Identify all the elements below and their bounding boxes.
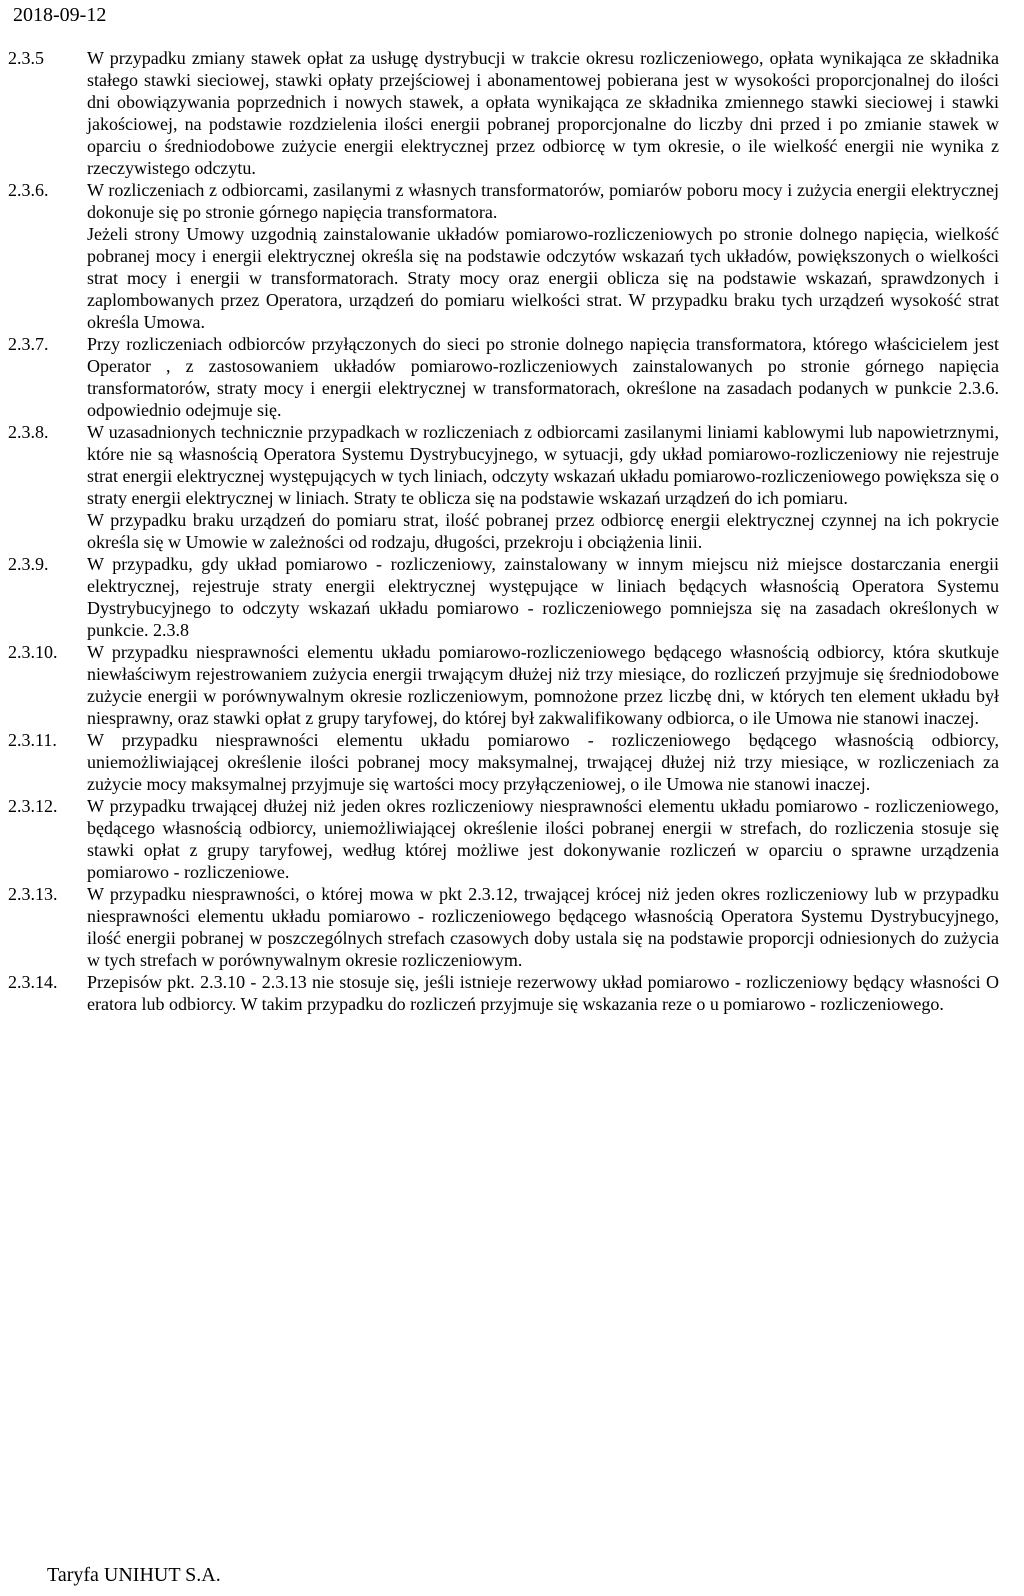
section-item: [0, 641, 1024, 729]
section-paragraph: W rozliczeniach z odbiorcami, zasilanymi z własnych transformatorów, pomiarów poboru mocy i zużycia energii elektrycznej dokonuje się po stronie górnego napięcia transformatora.: [87, 180, 999, 222]
section-number: 2.3.8.: [8, 422, 49, 442]
section-item: [0, 179, 1024, 333]
section-paragraph: Przy rozliczeniach odbiorców przyłączonych do sieci po stronie dolnego napięcia transformatora, którego właścicielem jest Operator , z zastosowaniem układów pomiarowo-rozliczeniowych zainstalowanych po stronie górnego napięcia transformatorów, straty mocy i energii elektrycznej w transformatorach, określone na zasadach podanych w punkcie 2.3.6. odpowiednio odejmuje się.: [87, 334, 999, 420]
section-body: [87, 179, 999, 333]
section-item: [0, 47, 1024, 179]
section-body: [87, 883, 999, 971]
section-body: [87, 421, 999, 553]
section-paragraph: W przypadku braku urządzeń do pomiaru strat, ilość pobranej przez odbiorcę energii elektrycznej czynnej na ich pokrycie określa się w Umowie w zależności od rodzaju, długości, przekroju i obciążenia linii.: [87, 510, 999, 552]
section-item: [0, 553, 1024, 641]
sections-list: [0, 47, 1024, 1015]
section-body: [87, 971, 999, 1015]
section-paragraph: W uzasadnionych technicznie przypadkach w rozliczeniach z odbiorcami zasilanymi liniami kablowymi lub napowietrznymi, które nie są własnością Operatora Systemu Dystrybucyjnego, w sytuacji, gdy układ pomiarowo-rozliczeniowy nie rejestruje strat energii elektrycznej występujących w tych liniach, odczyty wskazań układu pomiarowo-rozliczeniowego powiększa się o straty energii elektrycznej w liniach. Straty te oblicza się na podstawie wskazań urządzeń do ich pomiaru.: [87, 422, 999, 508]
section-item: [0, 333, 1024, 421]
section-paragraph: Jeżeli strony Umowy uzgodnią zainstalowanie układów pomiarowo-rozliczeniowych po stronie dolnego napięcia, wielkość pobranej mocy i energii elektrycznej określa się na podstawie odczytów wskazań tych układów, powiększonych o wielkości strat mocy i energii w transformatorach. Straty mocy oraz energii oblicza się na podstawie wskazań, sprawdzonych i zaplombowanych przez Operatora, urządzeń do pomiaru wielkości strat. W przypadku braku tych urządzeń wysokość strat określa Umowa.: [87, 224, 999, 332]
section-number: 2.3.7.: [8, 334, 49, 354]
section-number: 2.3.13.: [8, 884, 58, 904]
section-number: 2.3.14.: [8, 972, 58, 992]
section-item: [0, 421, 1024, 553]
section-body: [87, 641, 999, 729]
section-body: [87, 47, 999, 179]
section-paragraph: W przypadku niesprawności, o której mowa w pkt 2.3.12, trwającej krócej niż jeden okres rozliczeniowy lub w przypadku niesprawności elementu układu pomiarowo - rozliczeniowego będącego własnością Operatora Systemu Dystrybucyjnego, ilość energii pobranej w poszczególnych strefach czasowych doby ustala się na podstawie proporcji odniesionych do zużycia w tych strefach w porównywalnym okresie rozliczeniowym.: [87, 884, 999, 970]
section-body: [87, 795, 999, 883]
section-paragraph: W przypadku zmiany stawek opłat za usługę dystrybucji w trakcie okresu rozliczeniowego, opłata wynikająca ze składnika stałego stawki sieciowej, stawki opłaty przejściowej i abonamentowej pobierana jest w wysokości proporcjonalnej do ilości dni obowiązywania poprzednich i nowych stawek, a opłata wynikająca ze składnika zmiennego stawki sieciowej i stawki jakościowej, na podstawie rozdzielenia ilości energii pobranej proporcjonalne do liczby dni przed i po zmianie stawek w oparciu o średniodobowe zużycie energii elektrycznej przez odbiorcę w tym okresie, o ile wielkość energii nie wynika z rzeczywistego odczytu.: [87, 48, 999, 178]
document-date: 2018-09-12: [13, 4, 107, 26]
section-paragraph: Przepisów pkt. 2.3.10 - 2.3.13 nie stosuje się, jeśli istnieje rezerwowy układ pomiarowo - rozliczeniowy będący własności O eratora lub odbiorcy. W takim przypadku do rozliczeń przyjmuje się wskazania reze o u pomiarowo - rozliczeniowego.: [87, 972, 999, 1014]
footer-text: Taryfa UNIHUT S.A.: [47, 1564, 221, 1586]
section-paragraph: W przypadku, gdy układ pomiarowo - rozliczeniowy, zainstalowany w innym miejscu niż miejsce dostarczania energii elektrycznej, rejestruje straty energii elektrycznej występujące w liniach będących własnością Operatora Systemu Dystrybucyjnego to odczyty wskazań układu pomiarowo - rozliczeniowego pomniejsza się na zasadach określonych w punkcie. 2.3.8: [87, 554, 999, 640]
section-number: 2.3.9.: [8, 554, 49, 574]
section-number: 2.3.11.: [8, 730, 57, 750]
section-number: 2.3.10.: [8, 642, 58, 662]
section-paragraph: W przypadku niesprawności elementu układu pomiarowo - rozliczeniowego będącego własnością odbiorcy, uniemożliwiającej określenie ilości pobranej mocy maksymalnej, trwającej dłużej niż trzy miesiące, w rozliczeniach za zużycie mocy maksymalnej przyjmuje się wartości mocy przyłączeniowej, o ile Umowa nie stanowi inaczej.: [87, 730, 999, 794]
section-body: [87, 729, 999, 795]
section-body: [87, 333, 999, 421]
section-body: [87, 553, 999, 641]
section-item: [0, 971, 1024, 1015]
section-item: [0, 795, 1024, 883]
section-paragraph: W przypadku niesprawności elementu układu pomiarowo-rozliczeniowego będącego własnością odbiorcy, która skutkuje niewłaściwym rejestrowaniem zużycia energii trwającym dłużej niż trzy miesiące, do rozliczeń przyjmuje się średniodobowe zużycie energii w porównywalnym okresie rozliczeniowym, pomnożone przez liczbę dni, w których ten element układu był niesprawny, oraz stawki opłat z grupy taryfowej, do której był zakwalifikowany odbiorca, o ile Umowa nie stanowi inaczej.: [87, 642, 999, 728]
section-number: 2.3.5: [8, 48, 44, 68]
section-paragraph: W przypadku trwającej dłużej niż jeden okres rozliczeniowy niesprawności elementu układu pomiarowo - rozliczeniowego, będącego własnością odbiorcy, uniemożliwiającej określenie ilości pobranej energii w strefach, do rozliczenia stosuje się stawki opłat z grupy taryfowej, według której możliwe jest dokonywanie rozliczeń w oparciu o sprawne urządzenia pomiarowo - rozliczeniowe.: [87, 796, 999, 882]
section-number: 2.3.6.: [8, 180, 49, 200]
section-number: 2.3.12.: [8, 796, 58, 816]
section-item: [0, 729, 1024, 795]
section-item: [0, 883, 1024, 971]
